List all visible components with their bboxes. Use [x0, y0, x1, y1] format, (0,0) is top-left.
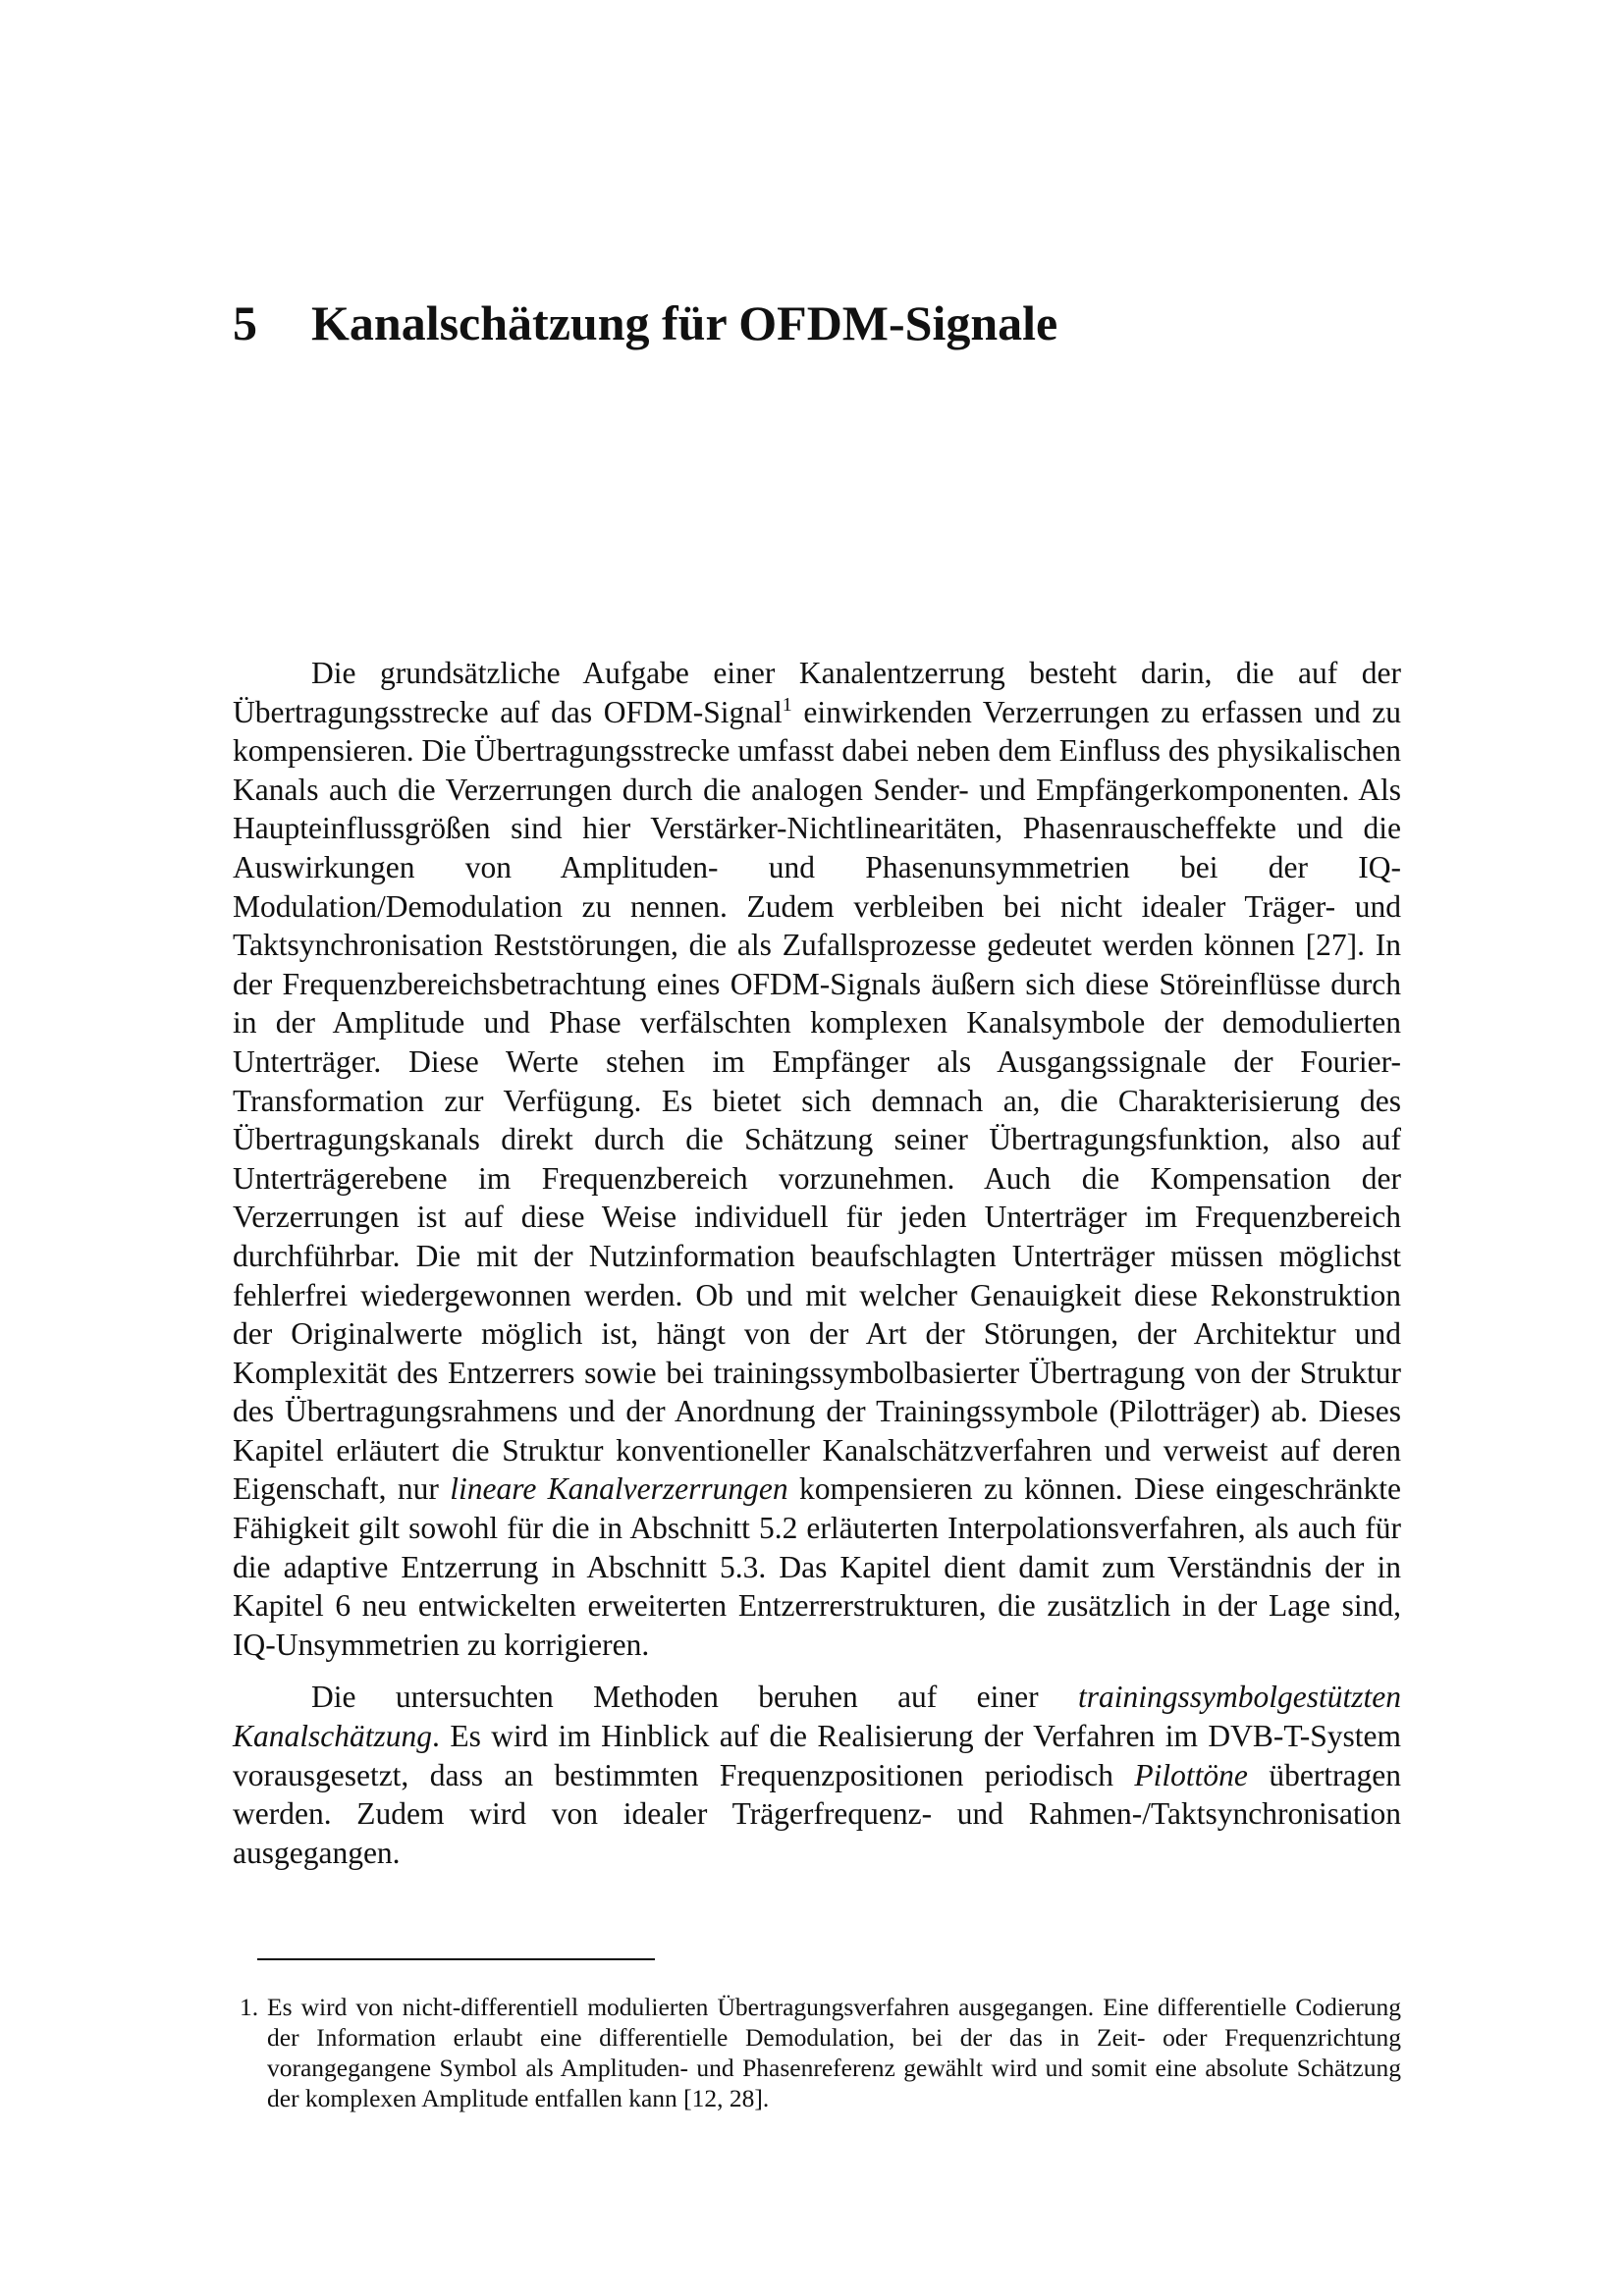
chapter-heading — [233, 293, 1057, 353]
paragraph-text: . Es wird im Hinblick auf die Realisierung der Verfahren im DVB-T-System vorausgesetzt, dass an bestimmten Frequenzpositionen periodisch — [233, 1719, 1401, 1792]
paragraph-text: Die untersuchten Methoden beruhen auf einer — [311, 1680, 1078, 1715]
paragraph-text: einwirkenden Verzerrungen zu erfassen und zu kompensieren. Die Übertragungsstrecke umfasst dabei neben dem Einfluss des physikalischen Kanals auch die Verzerrungen durch die analogen Sender- und Empfängerkomponenten. Als Haupteinflussgrößen sind hier Verstärker-Nichtlinearitäten, Phasenrauscheffekte und die Auswirkungen von Amplituden- und Phasenunsymmetrien bei der IQ-Modulation/Demodulation zu nennen. Zudem verbleiben bei nicht idealer Träger- und Taktsynchronisation Reststörungen, die als Zufallsprozesse gedeutet werden können [27]. In der Frequenzbereichsbetrachtung eines OFDM-Signals äußern sich diese Störeinflüsse durch in der Amplitude und Phase verfälschten komplexen Kanalsymbole der demodulierten Unterträger. Diese Werte stehen im Empfänger als Ausgangssignale der Fourier-Transformation zur Verfügung. Es bietet sich demnach an, die Charakterisierung des Übertragungskanals direkt durch die Schätzung seiner Übertragungsfunktion, also auf Unterträgerebene im Frequenzbereich vorzunehmen. Auch die Kompensation der Verzerrungen ist auf diese Weise individuell für jeden Unterträger im Frequenzbereich durchführbar. Die mit der Nutzinformation beaufschlagten Unterträger müssen möglichst fehlerfrei wiedergewonnen werden. Ob und mit welcher Genauigkeit diese Rekonstruktion der Originalwerte möglich ist, hängt von der Art der Störungen, der Architektur und Komplexität des Entzerrers sowie bei trainingssymbolbasierter Übertragung von der Struktur des Übertragungsrahmens und der Anordnung der Trainingssymbole (Pilotträger) ab. Dieses Kapitel erläutert die Struktur konventioneller Kanalschätzverfahren und verweist auf deren Eigenschaft, nur — [233, 694, 1402, 1507]
emphasized-term: trainingssymbolgestützten Kanalschätzung — [233, 1680, 1401, 1754]
paragraph-methods — [233, 1678, 1401, 1872]
footnote — [240, 1992, 1401, 2113]
emphasized-term: Pilottöne — [1134, 1757, 1248, 1792]
chapter-title: Kanalschätzung für OFDM-Signale — [311, 295, 1058, 350]
paragraph-text: Die grundsätzliche Aufgabe einer Kanalentzerrung besteht darin, die auf der Übertragungsstrecke auf das OFDM-Signal — [233, 656, 1401, 729]
footnote-number: 1. — [240, 1993, 259, 2021]
body-text — [233, 654, 1401, 1886]
paragraph-intro — [233, 654, 1401, 1664]
chapter-number: 5 — [233, 295, 257, 350]
footnote-text: Es wird von nicht-differentiell modulierten Übertragungsverfahren ausgegangen. Eine differentielle Codierung der Information erlaubt eine differentielle Demodulation, bei der das in Zeit- oder Frequenzrichtung vorangegangene Symbol als Amplituden- und Phasenreferenz gewählt wird und somit eine absolute Schätzung der komplexen Amplitude entfallen kann [12, 28]. — [267, 1993, 1401, 2112]
emphasized-term: lineare Kanalverzerrungen — [450, 1471, 788, 1507]
footnote-reference[interactable]: 1 — [782, 693, 792, 716]
footnote-divider — [257, 1958, 655, 1960]
paragraph-text: kompensieren zu können. Diese eingeschränkte Fähigkeit gilt sowohl für die in Abschnitt 5.2 erläuterten Interpolationsverfahren, als auch für die adaptive Entzerrung in Abschnitt 5.3. Das Kapitel dient damit zum Verständnis der in Kapitel 6 neu entwickelten erweiterten Entzerrerstrukturen, die zusätzlich in der Lage sind, IQ-Unsymmetrien zu korrigieren. — [233, 1471, 1401, 1662]
paragraph-text: übertragen werden. Zudem wird von idealer Trägerfrequenz- und Rahmen-/Taktsynchronisation ausgegangen. — [233, 1757, 1401, 1870]
